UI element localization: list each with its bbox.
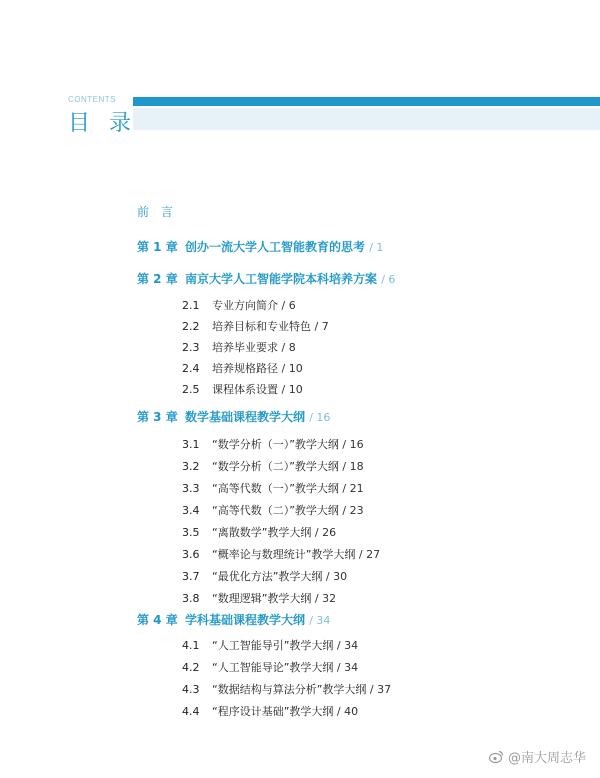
section-page: / 30: [325, 570, 348, 583]
section-title: “概率论与数理统计”教学大纲: [212, 548, 356, 561]
toc-section[interactable]: [182, 681, 391, 697]
toc-section[interactable]: [182, 590, 336, 606]
section-page: / 10: [281, 383, 303, 396]
section-title: “高等代数（二）”教学大纲: [212, 504, 339, 517]
toc-section[interactable]: [182, 524, 336, 540]
chapter-title: 创办一流大学人工智能教育的思考: [185, 240, 366, 254]
section-number: 3.8: [182, 592, 200, 605]
section-page: / 32: [314, 592, 337, 605]
section-title: 培养规格路径: [212, 362, 278, 375]
toc-section[interactable]: [182, 297, 296, 313]
section-page: / 16: [342, 438, 364, 451]
chapter-page: / 34: [309, 614, 331, 627]
section-title: 课程体系设置: [212, 383, 278, 396]
section-number: 3.3: [182, 482, 200, 495]
section-number: 3.5: [182, 526, 200, 539]
chapter-number: 第 4 章: [137, 613, 178, 627]
chapter-page: / 1: [369, 241, 384, 254]
section-page: / 6: [281, 299, 296, 312]
section-number: 2.5: [182, 383, 200, 396]
chapter-number: 第 2 章: [137, 272, 178, 286]
section-number: 2.2: [182, 320, 200, 333]
section-title: 培养目标和专业特色: [212, 320, 311, 333]
toc-section[interactable]: [182, 381, 303, 397]
chapter-number: 第 1 章: [137, 240, 178, 254]
toc-chapter-3[interactable]: [137, 408, 330, 425]
section-page: / 23: [342, 504, 364, 517]
section-title: “离散数学”教学大纲: [212, 526, 312, 539]
section-number: 3.1: [182, 438, 200, 451]
section-number: 3.7: [182, 570, 200, 583]
section-page: / 37: [369, 683, 392, 696]
section-number: 4.1: [182, 639, 200, 652]
section-page: / 34: [336, 639, 359, 652]
section-title: “人工智能导论”教学大纲: [212, 661, 334, 674]
toc-section[interactable]: [182, 480, 364, 496]
section-number: 4.4: [182, 705, 200, 718]
toc-section[interactable]: [182, 703, 358, 719]
section-number: 3.4: [182, 504, 200, 517]
toc-section[interactable]: [182, 339, 296, 355]
toc-section[interactable]: [182, 360, 303, 376]
page-title: 目 录: [68, 111, 137, 136]
section-title: “数理逻辑”教学大纲: [212, 592, 312, 605]
section-page: / 8: [281, 341, 296, 354]
chapter-title: 南京大学人工智能学院本科培养方案: [185, 272, 378, 286]
section-title: “程序设计基础”教学大纲: [212, 705, 334, 718]
contents-label: CONTENTS: [68, 95, 116, 104]
section-page: / 40: [336, 705, 359, 718]
chapter-title: 学科基础课程教学大纲: [185, 613, 306, 627]
section-number: 2.4: [182, 362, 200, 375]
toc-section[interactable]: [182, 436, 364, 452]
toc-section[interactable]: [182, 502, 364, 518]
section-title: “高等代数（一）”教学大纲: [212, 482, 339, 495]
section-title: “数学分析（一）”教学大纲: [212, 438, 339, 451]
section-title: 培养毕业要求: [212, 341, 278, 354]
toc-section[interactable]: [182, 637, 358, 653]
section-page: / 7: [314, 320, 329, 333]
toc-section[interactable]: [182, 659, 358, 675]
section-number: 3.2: [182, 460, 200, 473]
section-page: / 27: [358, 548, 381, 561]
section-title: “人工智能导引”教学大纲: [212, 639, 334, 652]
toc-section[interactable]: [182, 568, 347, 584]
watermark-text: @南大周志华: [507, 751, 586, 766]
section-title: “数学分析（二）”教学大纲: [212, 460, 339, 473]
section-number: 3.6: [182, 548, 200, 561]
toc-section[interactable]: [182, 546, 380, 562]
section-page: / 21: [342, 482, 364, 495]
section-page: / 26: [314, 526, 337, 539]
section-title: “最优化方法”教学大纲: [212, 570, 323, 583]
section-number: 4.3: [182, 683, 200, 696]
section-page: / 10: [281, 362, 303, 375]
section-page: / 18: [342, 460, 364, 473]
section-number: 2.1: [182, 299, 200, 312]
toc-section[interactable]: [182, 458, 364, 474]
toc-chapter-1[interactable]: [137, 238, 383, 255]
section-title: 专业方向简介: [212, 299, 278, 312]
chapter-page: / 16: [309, 411, 331, 424]
watermark: [489, 747, 586, 766]
section-number: 2.3: [182, 341, 200, 354]
section-number: 4.2: [182, 661, 200, 674]
toc-chapter-4[interactable]: [137, 611, 330, 628]
chapter-number: 第 3 章: [137, 410, 178, 424]
toc-preface[interactable]: 前 言: [137, 205, 177, 219]
chapter-title: 数学基础课程教学大纲: [185, 410, 306, 424]
toc-chapter-2[interactable]: [137, 270, 395, 287]
weibo-icon: [489, 750, 504, 763]
toc-section[interactable]: [182, 318, 329, 334]
section-page: / 34: [336, 661, 359, 674]
section-title: “数据结构与算法分析”教学大纲: [212, 683, 367, 696]
chapter-page: / 6: [381, 273, 396, 286]
